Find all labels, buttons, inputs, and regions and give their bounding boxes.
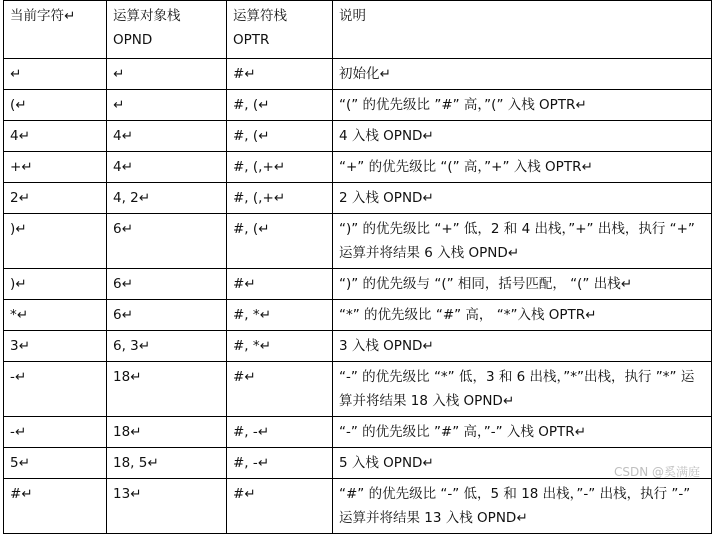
cell-description: “#” 的优先级比 “-” 低，5 和 18 出栈，”-” 出栈，执行 ”-” 运算并将结果 13 入栈 OPND↵ <box>333 479 712 534</box>
cell-current-char: +↵ <box>4 152 107 183</box>
cell-operator-stack: #, (↵ <box>227 214 333 269</box>
cell-operand-stack: ↵ <box>107 90 227 121</box>
cell-current-char: ↵ <box>4 59 107 90</box>
cell-operator-stack: #, *↵ <box>227 300 333 331</box>
cell-description: “*” 的优先级比 “#” 高， “*”入栈 OPTR↵ <box>333 300 712 331</box>
cell-current-char: (↵ <box>4 90 107 121</box>
cell-current-char: -↵ <box>4 362 107 417</box>
cell-operand-stack: 18↵ <box>107 417 227 448</box>
cell-current-char: 5↵ <box>4 448 107 479</box>
cell-operand-stack: 13↵ <box>107 479 227 534</box>
table-row <box>4 448 712 479</box>
table-row <box>4 269 712 300</box>
cell-operator-stack: #, -↵ <box>227 448 333 479</box>
cell-description: “-” 的优先级比 “*” 低，3 和 6 出栈，”*”出栈，执行 ”*” 运算并将结果 18 入栈 OPND↵ <box>333 362 712 417</box>
table-row <box>4 152 712 183</box>
header-operator-stack: 运算符栈 OPTR <box>227 1 333 59</box>
cell-operand-stack: 18↵ <box>107 362 227 417</box>
cell-operator-stack: #↵ <box>227 269 333 300</box>
cell-description: “+” 的优先级比 “(” 高，”+” 入栈 OPTR↵ <box>333 152 712 183</box>
table-row <box>4 300 712 331</box>
cell-description: “-” 的优先级比 ”#” 高，”-” 入栈 OPTR↵ <box>333 417 712 448</box>
table-row <box>4 214 712 269</box>
cell-current-char: 3↵ <box>4 331 107 362</box>
cell-operator-stack: #↵ <box>227 479 333 534</box>
cell-description: 2 入栈 OPND↵ <box>333 183 712 214</box>
cell-operator-stack: #↵ <box>227 362 333 417</box>
cell-operator-stack: #, *↵ <box>227 331 333 362</box>
table-row <box>4 183 712 214</box>
cell-operator-stack: #, -↵ <box>227 417 333 448</box>
table-row <box>4 90 712 121</box>
cell-operator-stack: #↵ <box>227 59 333 90</box>
table-row <box>4 59 712 90</box>
cell-operator-stack: #, (,+↵ <box>227 183 333 214</box>
cell-operator-stack: #, (↵ <box>227 121 333 152</box>
cell-operand-stack: 18, 5↵ <box>107 448 227 479</box>
cell-operator-stack: #, (,+↵ <box>227 152 333 183</box>
cell-operand-stack: 6, 3↵ <box>107 331 227 362</box>
cell-description: 5 入栈 OPND↵ <box>333 448 712 479</box>
header-operand-stack: 运算对象栈 OPND <box>107 1 227 59</box>
cell-current-char: )↵ <box>4 214 107 269</box>
cell-operand-stack: ↵ <box>107 59 227 90</box>
cell-current-char: *↵ <box>4 300 107 331</box>
cell-operand-stack: 6↵ <box>107 300 227 331</box>
cell-current-char: 4↵ <box>4 121 107 152</box>
cell-description: 初始化↵ <box>333 59 712 90</box>
cell-operand-stack: 4, 2↵ <box>107 183 227 214</box>
cell-description: “)” 的优先级与 “(” 相同，括号匹配， “(” 出栈↵ <box>333 269 712 300</box>
cell-description: “(” 的优先级比 ”#” 高，”(” 入栈 OPTR↵ <box>333 90 712 121</box>
evaluation-table <box>3 0 712 534</box>
table-header-row <box>4 1 712 59</box>
cell-description: 4 入栈 OPND↵ <box>333 121 712 152</box>
cell-operator-stack: #, (↵ <box>227 90 333 121</box>
watermark: CSDN @奚满庭 <box>613 465 700 479</box>
cell-operand-stack: 6↵ <box>107 214 227 269</box>
header-current-char: 当前字符↵ <box>4 1 107 59</box>
cell-current-char: 2↵ <box>4 183 107 214</box>
cell-current-char: #↵ <box>4 479 107 534</box>
cell-operand-stack: 6↵ <box>107 269 227 300</box>
table-body <box>4 1 712 534</box>
table-row <box>4 331 712 362</box>
cell-operand-stack: 4↵ <box>107 121 227 152</box>
table-row <box>4 121 712 152</box>
cell-current-char: -↵ <box>4 417 107 448</box>
table-row <box>4 417 712 448</box>
cell-operand-stack: 4↵ <box>107 152 227 183</box>
header-description: 说明 <box>333 1 712 59</box>
table-row <box>4 362 712 417</box>
cell-description: 3 入栈 OPND↵ <box>333 331 712 362</box>
table-row <box>4 479 712 534</box>
cell-current-char: )↵ <box>4 269 107 300</box>
cell-description: “)” 的优先级比 “+” 低，2 和 4 出栈，”+” 出栈，执行 “+” 运算并将结果 6 入栈 OPND↵ <box>333 214 712 269</box>
